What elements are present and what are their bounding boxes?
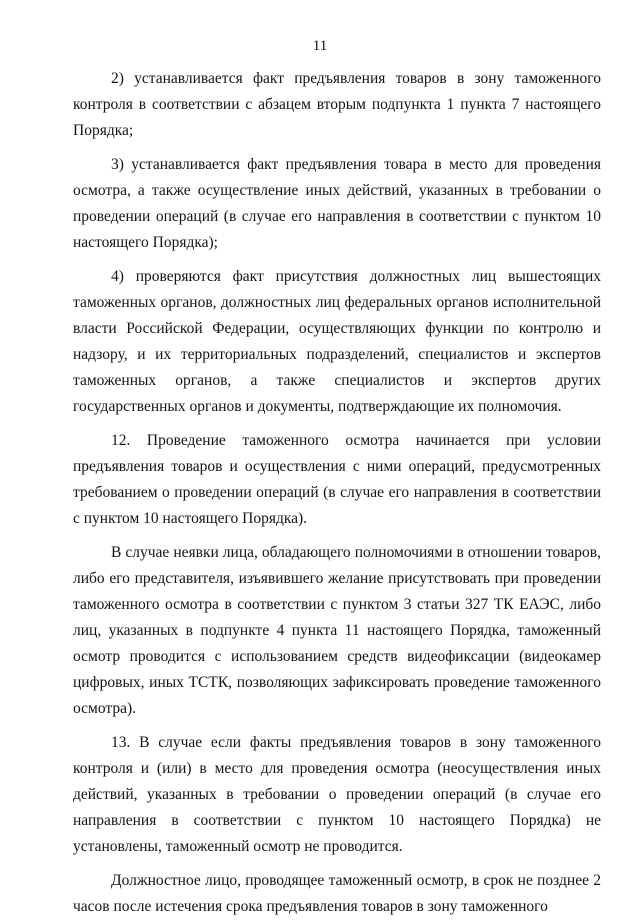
paragraph-section-12: 12. Проведение таможенного осмотра начинается при условии предъявления товаров и осуществления с ними операций, предусмотренных требованием о проведении операций (в случае его направления в соответствии с пунктом 10 настоящего Порядка). <box>73 432 601 527</box>
paragraph-item-2: 2) устанавливается факт предъявления товаров в зону таможенного контроля в соответствии с абзацем вторым подпункта 1 пункта 7 настоящего Порядка; <box>73 70 601 139</box>
page-number: 11 <box>312 38 328 54</box>
paragraph-section-13-continued: Должностное лицо, проводящее таможенный осмотр, в срок не позднее 2 часов после истечения срока предъявления товаров в зону таможенного <box>73 872 601 915</box>
paragraph-item-3: 3) устанавливается факт предъявления товара в место для проведения осмотра, а также осуществление иных действий, указанных в требовании о проведении операций (в случае его направления в соответствии с пунктом 10 настоящего Порядка); <box>73 156 601 251</box>
paragraph-section-13: 13. В случае если факты предъявления товаров в зону таможенного контроля и (или) в место для проведения осмотра (неосуществления иных действий, указанных в требовании о проведении операций (в случае его направления в соответствии с пунктом 10 настоящего Порядка) не установлены, таможенный осмотр не проводится. <box>73 734 601 855</box>
paragraph-item-4: 4) проверяются факт присутствия должностных лиц вышестоящих таможенных органов, должностных лиц федеральных органов исполнительной власти Российской Федерации, осуществляющих функции по контролю и надзору, и их территориальных подразделений, специалистов и экспертов таможенных органов, а также специалистов и экспертов других государственных органов и документы, подтверждающие их полномочия. <box>73 268 601 415</box>
paragraph-section-12-continued: В случае неявки лица, обладающего полномочиями в отношении товаров, либо его представителя, изъявившего желание присутствовать при проведении таможенного осмотра в соответствии с пунктом 3 статьи 327 ТК ЕАЭС, либо лиц, указанных в подпункте 4 пункта 11 настоящего Порядка, таможенный осмотр проводится с использованием средств видеофиксации (видеокамер цифровых, иных ТСТК, позволяющих зафиксировать проведение таможенного осмотра). <box>73 544 601 717</box>
document-body <box>73 66 601 920</box>
